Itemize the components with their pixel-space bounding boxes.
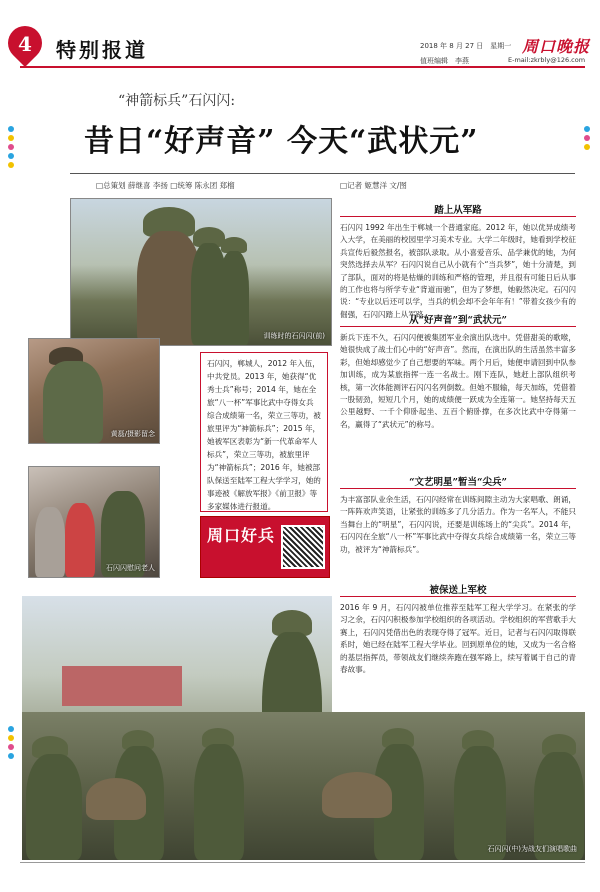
header-divider	[20, 66, 585, 68]
photo1-caption: 训练时的石闪闪(前)	[263, 332, 325, 340]
side-dots-top	[8, 126, 14, 168]
section-rule-2	[340, 326, 576, 327]
page-number: 4	[18, 32, 32, 56]
section-rule-3	[340, 488, 576, 489]
section-rule-1	[340, 216, 576, 217]
profile-text: 石闪闪，郸城人，2012 年入伍，中共党员。2013 年，她获得“优秀士兵”称号；2014 年，她在全旅“八一杯”军事比武中夺得女兵综合成绩第一名，荣立三等功，被旅里评为“神箭标兵”；2015 年，她被军区表彰为“新一代革命军人标兵”，荣立三等功，被旅里评为“神箭标兵”；2016 年，她被部队保送至陆军工程大学学习，她的事迹被《解放军报》《前卫报》等多家媒体进行报道。	[207, 359, 321, 511]
footer-divider	[20, 862, 585, 863]
duty-editor: 值班编辑 李燕	[420, 57, 469, 65]
section-heading-1: 踏上从军路	[434, 205, 482, 216]
section-heading-4: 被保送上军校	[429, 585, 487, 596]
profile-box	[200, 352, 328, 512]
promo-title: 周口好兵	[207, 526, 276, 545]
photo-soldiers-seated	[22, 712, 585, 860]
section-body-3: 为丰富部队业余生活，石闪闪经常在训练间隙主动为大家唱歌、朗诵，一阵阵欢声笑语，让紧张的训练多了几分活力。作为一名军人，不能只当舞台上的“明星”，石闪闪说，还要是训练场上的“尖兵”。2014 年，石闪闪在全旅“八一杯”军事比武中夺得女兵综合成绩第一名，荣立三等功，被评为“神箭标兵”。	[340, 495, 576, 554]
section-heading-2: 从“好声音”到“武状元”	[409, 315, 507, 326]
photo2-caption: 黄磊/摄影留念	[110, 430, 155, 438]
section-body-2: 新兵下连不久，石闪闪便被集团军业余演出队选中。凭借甜美的歌喉，她很快成了战士们心中的“好声音”。然而，在演出队的生活虽然丰富多彩，但她却感觉少了自己想要的军味。两个月后，她便申请回到中队参加训练，成为某旅指挥一连一名战士。刚下连队，她赶上部队组织考核，第一次体能测评石闪闪名列倒数。但她不服输，每天加练，凭借着一股韧劲，短短几个月，她的成绩便一跃成为全连第一。她坚持每天五公里越野、一千个仰卧起坐、五百个俯卧撑，在多次比武中夺得第一名，赢得了“武状元”的称号。	[340, 333, 576, 429]
article-title: 昔日“好声音” 今天“武状元”	[84, 124, 479, 159]
bottom-photo-caption: 石闪闪(中)为战友们演唱歌曲	[487, 845, 577, 853]
photo3-caption: 石闪闪慰问老人	[106, 564, 155, 572]
side-dots-top-right	[584, 126, 590, 150]
qr-code-icon	[281, 525, 325, 569]
photo-visiting-elderly	[28, 466, 160, 578]
section-body-4: 2016 年 9 月，石闪闪被单位推荐至陆军工程大学学习。在紧张的学习之余，石闪闪积极参加学校组织的各项活动。学校组织的军营歌手大赛上，石闪闪凭借出色的表现夺得了冠军。近日，记者与石闪闪取得联系时，她已经在陆军工程大学毕业。回到原单位的她，又成为一名合格的基层指挥员，带领战友们继续奔跑在强军路上，续写着属于自己的青春故事。	[340, 603, 576, 675]
credits-left: □总策划 薛继喜 李扬 □统筹 陈永团 郑榴	[96, 181, 235, 190]
section-heading-3: “文艺明星”暂当“尖兵”	[409, 477, 507, 488]
title-divider	[70, 173, 575, 174]
section-body-1: 石闪闪 1992 年出生于郸城一个普通家庭。2012 年，她以优异成绩考入大学，在美丽的校园里学习美术专业。大学二年级时，她看到学校征兵宣传后毅然报名，被部队录取。从小喜爱音乐、品学兼优的她，为何突然选择去从军？石闪闪说自己从小就有个“当兵梦”，她十分清楚，到了部队，面对的将是枯燥的训练和严格的管理，并且很有可能日后从事的工作也将与所学专业“背道而驰”，但为了梦想，她毅然决定。石闪闪说：“专业以后还可以学，当兵的机会却不会年年有！”带着女孩少有的倔强，石闪闪踏上从军路。	[340, 223, 576, 319]
newspaper-masthead: 周口晚报	[522, 37, 591, 56]
promo-banner	[200, 516, 330, 578]
side-dots-bottom	[8, 726, 14, 759]
reporter-byline: □记者 姬慧洋 文/图	[340, 181, 407, 190]
section-title: 特别报道	[56, 38, 148, 62]
photo-training-formation	[70, 198, 332, 346]
issue-date: 2018 年 8 月 27 日 星期一	[420, 42, 512, 50]
section-rule-4	[340, 596, 576, 597]
photo-soldier-portrait	[28, 338, 160, 444]
article-kicker: “神箭标兵”石闪闪:	[118, 93, 236, 109]
contact-email: E-mail:zkrbly@126.com	[508, 56, 586, 64]
